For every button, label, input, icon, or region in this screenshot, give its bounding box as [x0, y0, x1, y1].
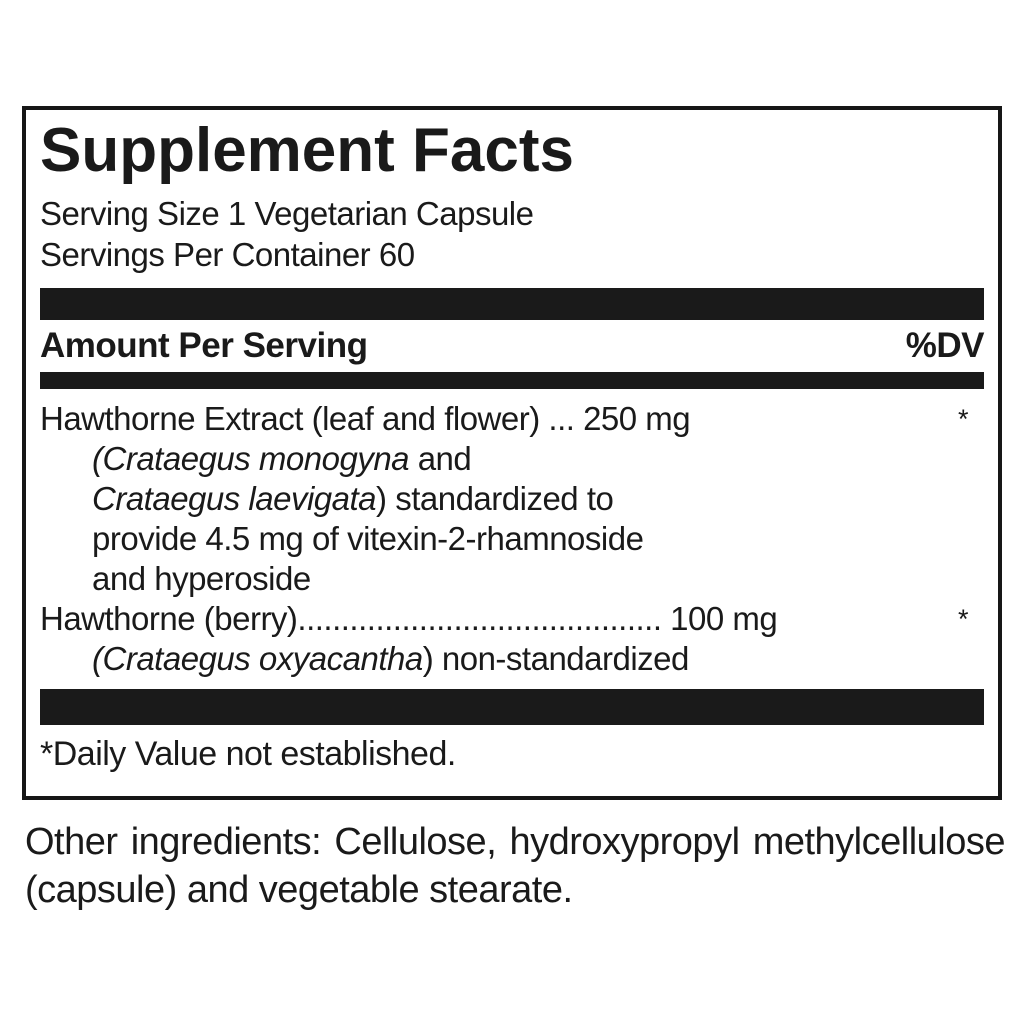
daily-value-footnote: *Daily Value not established. — [40, 734, 456, 773]
divider-bar-middle — [40, 372, 984, 389]
daily-value-asterisk: * — [957, 403, 968, 434]
supplement-facts-panel — [22, 106, 1002, 800]
ingredient-name: Hawthorne (berry) — [40, 599, 298, 637]
column-header-amount: Amount Per Serving — [40, 325, 368, 365]
latin-open-paren: ( — [92, 439, 103, 477]
ingredient-row-hawthorne-extract — [40, 399, 984, 439]
ingredient-main — [40, 599, 777, 639]
ingredient-detail-line — [40, 479, 984, 519]
ingredient-main — [40, 399, 690, 439]
serving-size-line: Serving Size 1 Vegetarian Capsule — [40, 194, 534, 232]
detail-text: and — [409, 439, 472, 477]
ingredient-rows — [40, 399, 984, 679]
latin-name: Crataegus laevigata — [92, 479, 377, 517]
ingredient-amount: 250 mg — [583, 399, 691, 437]
servings-per-container-line: Servings Per Container 60 — [40, 235, 415, 273]
detail-text: ) non-standardized — [422, 639, 689, 677]
daily-value-asterisk: * — [957, 603, 968, 634]
ingredient-detail-line: provide 4.5 mg of vitexin-2-rhamnoside — [92, 519, 644, 557]
detail-text: ) standardized to — [376, 479, 614, 517]
column-header-row — [40, 320, 984, 372]
panel-title: Supplement Facts — [40, 116, 574, 185]
ingredient-detail-line: and hyperoside — [92, 559, 311, 597]
other-ingredients-text: Other ingredients: Cellulose, hydroxypropyl methylcellulose (capsule) and vegetable stearate. — [25, 821, 1005, 911]
dotted-leader: .......................................... — [297, 599, 662, 637]
latin-open-paren: ( — [92, 639, 103, 677]
ingredient-detail-line — [40, 639, 984, 679]
divider-bar-bottom — [40, 689, 984, 725]
divider-bar-top — [40, 288, 984, 320]
ingredient-row-hawthorne-berry — [40, 599, 984, 639]
latin-name: Crataegus oxyacantha — [102, 639, 423, 677]
dotted-leader: ... — [539, 399, 584, 437]
column-header-daily-value: %DV — [905, 325, 984, 365]
ingredient-detail-line — [40, 439, 984, 479]
ingredient-name: Hawthorne Extract (leaf and flower) — [40, 399, 540, 437]
ingredient-amount: 100 mg — [661, 599, 778, 637]
latin-name: Crataegus monogyna — [102, 439, 410, 477]
